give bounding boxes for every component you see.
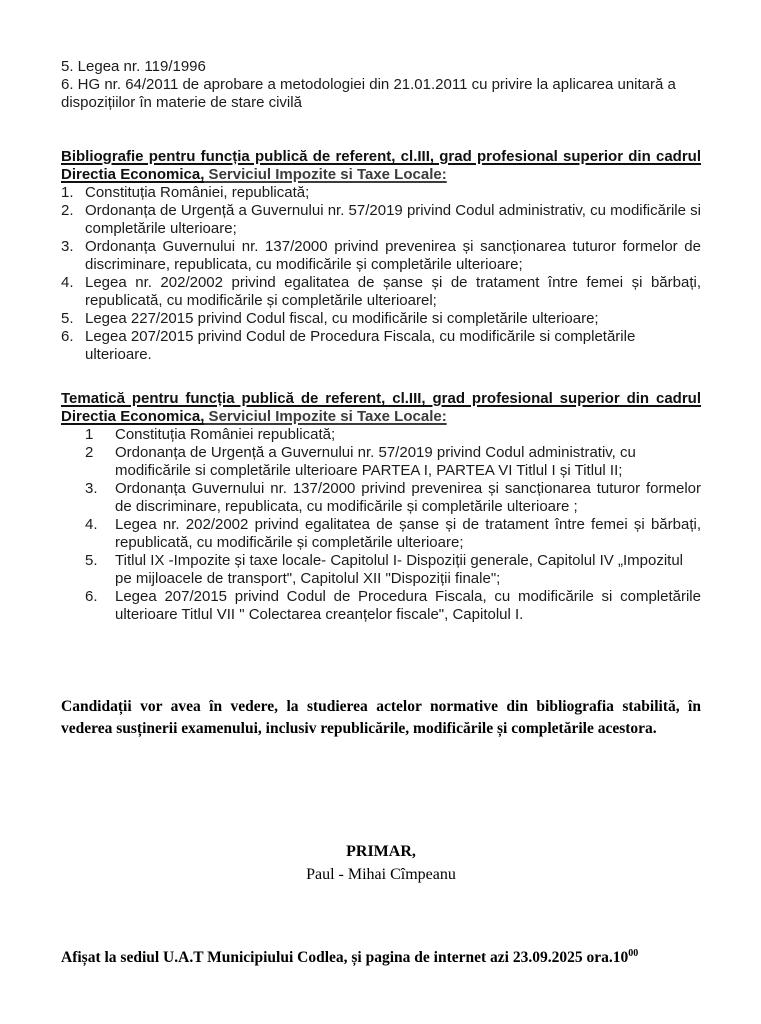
signature-name: Paul - Mihai Cîmpeanu [306,866,456,883]
item-text: Legea nr. 202/2002 privind egalitatea de șanse și de tratament între femei și bărbați, republicată, cu modificările și completările ulterioarel; [85,274,701,309]
thematic-heading-sub: Serviciul Impozite si Taxe Locale: [204,408,447,425]
list-item [61,202,701,238]
item-number: 1. [61,184,74,201]
bibliography-list [61,184,701,364]
item-number: 3. [85,480,98,497]
intro-line-6: 6. HG nr. 64/2011 de aprobare a metodologiei din 21.01.2011 cu privire la aplicarea unitară a dispozițiilor în materie de stare civilă [61,76,676,111]
item-text: Legea 207/2015 privind Codul de Procedura Fiscala, cu modificările si completările ulterioare. [85,328,636,363]
list-item [61,480,701,516]
signature-block [61,840,701,886]
item-text: Ordonanța Guvernului nr. 137/2000 privind prevenirea și sancționarea tuturor formelor de discriminare, republicata, cu modificările și completările ulterioare ; [115,480,701,515]
note-paragraph: Candidații vor avea în vedere, la studierea actelor normative din bibliografia stabilită, în vederea susținerii examenului, inclusiv republicările, modificările și completările acestora. [61,698,701,737]
item-text: Legea 227/2015 privind Codul fiscal, cu modificările si completările ulterioare; [85,310,599,327]
list-item [61,516,701,552]
list-item [61,328,701,364]
list-item [61,274,701,310]
thematic-list [61,426,701,624]
item-text: Legea 207/2015 privind Codul de Procedura Fiscala, cu modificările si completările ulterioare Titlul VII " Colectarea creanțelor fiscale", Capitolul I. [115,588,701,623]
item-text: Ordonanța de Urgență a Guvernului nr. 57/2019 privind Codul administrativ, cu modificările si completările ulterioare PARTEA I, PARTEA VI Titlul I și Titlul II; [115,444,636,479]
list-item [61,552,701,588]
thematic-heading-main: Tematică pentru funcția publică de referent, cl.III, grad profesional superior din cadrul Directia Economica, [61,390,701,425]
bibliography-heading [61,148,701,184]
item-number: 5. [85,552,98,569]
item-number: 4. [61,274,74,291]
footer-superscript: 00 [628,948,639,959]
item-number: 6. [85,588,98,605]
thematic-heading [61,390,701,426]
item-number: 1 [85,426,94,443]
intro-line-5: 5. Legea nr. 119/1996 [61,58,206,75]
bibliography-heading-main: Bibliografie pentru funcția publică de referent, cl.III, grad profesional superior din cadrul Directia Economica, [61,148,701,183]
intro-block [61,58,701,112]
list-item [61,444,701,480]
item-text: Constituția României, republicată; [85,184,310,201]
list-item [61,238,701,274]
signature-title: PRIMAR, [346,843,416,860]
footer-note [61,944,701,968]
bibliography-heading-sub: Serviciul Impozite si Taxe Locale: [204,166,447,183]
item-number: 5. [61,310,74,327]
list-item [61,588,701,624]
item-number: 2. [61,202,74,219]
item-text: Constituția României republicată; [115,426,336,443]
item-text: Legea nr. 202/2002 privind egalitatea de șanse și de tratament între femei și bărbați, republicată, cu modificările și completările ulterioare; [115,516,701,551]
item-number: 2 [85,444,94,461]
list-item [61,184,701,202]
item-number: 3. [61,238,74,255]
item-text: Titlul IX -Impozite și taxe locale- Capitolul I- Dispoziții generale, Capitolul IV „Impozitul pe mijloacele de transport", Capitolul XII "Dispoziții finale"; [115,552,684,587]
item-text: Ordonanța de Urgență a Guvernului nr. 57/2019 privind Codul administrativ, cu modificările si completările ulterioare; [85,202,701,237]
list-item [61,310,701,328]
item-number: 6. [61,328,74,345]
item-text: Ordonanța Guvernului nr. 137/2000 privind prevenirea și sancționarea tuturor formelor de discriminare, republicata, cu modificările și completările ulterioare; [85,238,701,273]
footer-text: Afișat la sediul U.A.T Municipiului Codlea, și pagina de internet azi 23.09.2025 ora.10 [61,949,629,967]
item-number: 4. [85,516,98,533]
list-item [61,426,701,444]
